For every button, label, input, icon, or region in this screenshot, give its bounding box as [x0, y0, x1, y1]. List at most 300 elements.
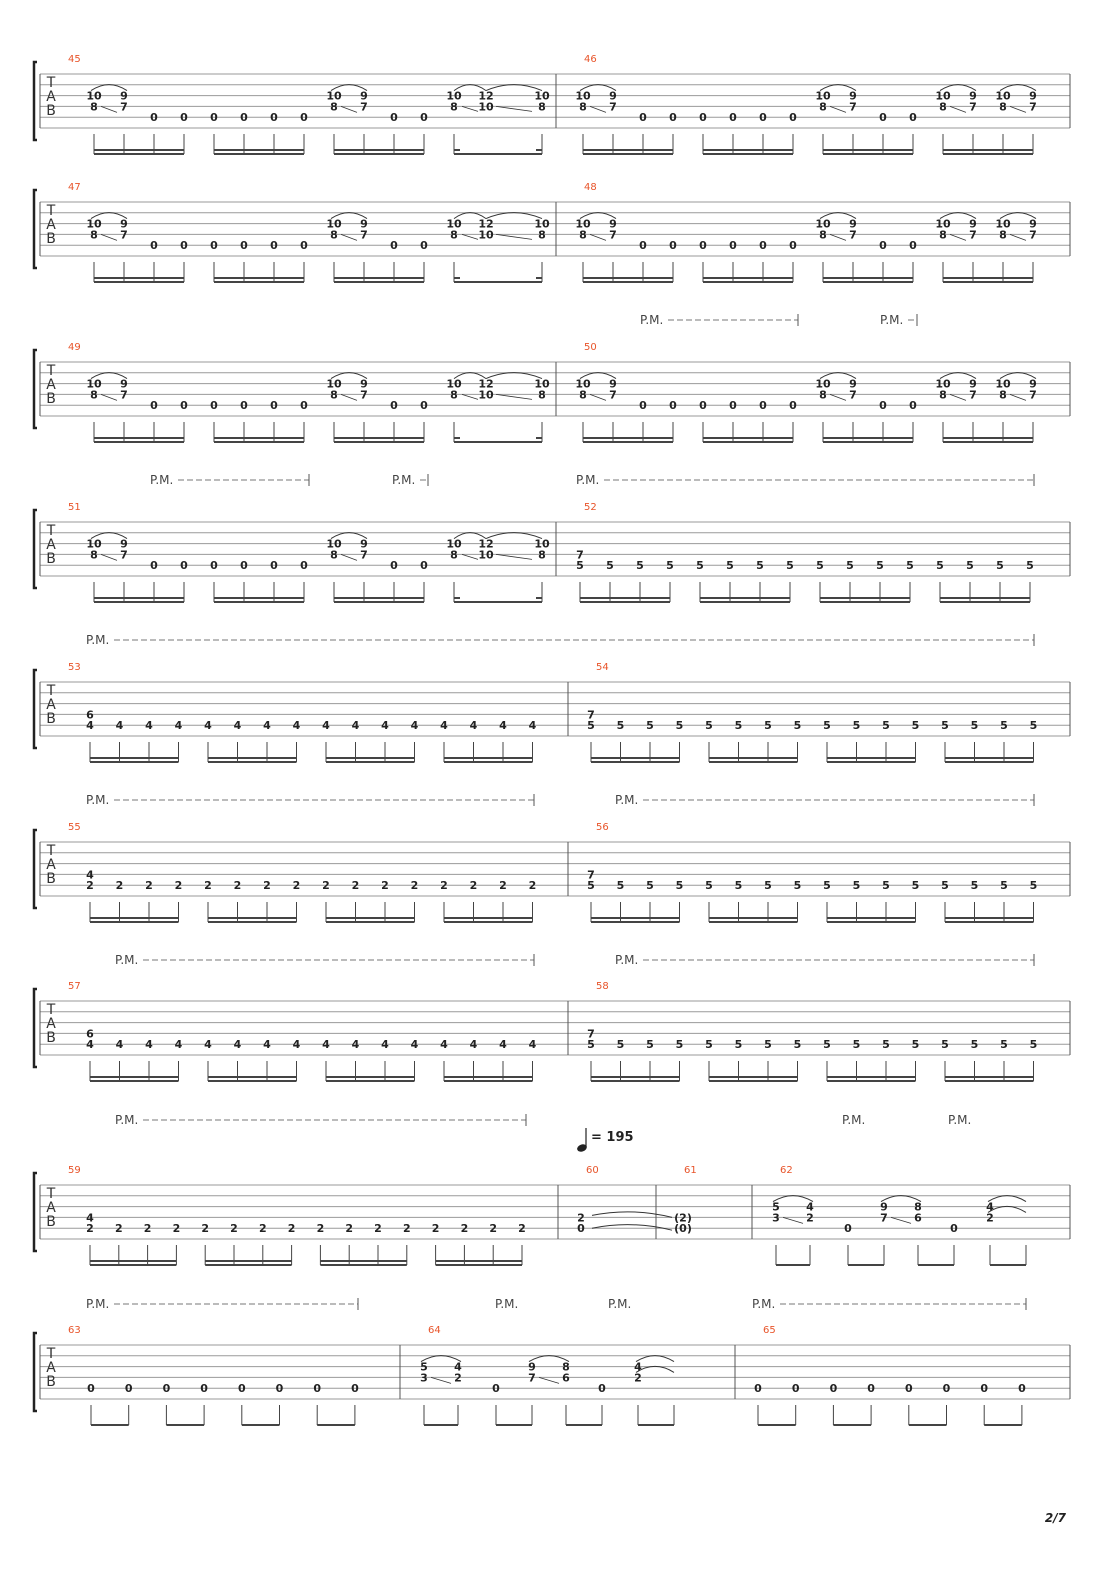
fret-number: 4	[986, 1200, 994, 1214]
bar-number: 46	[584, 54, 597, 65]
fret-number: 8	[450, 388, 458, 402]
system-bracket	[34, 989, 37, 1067]
fret-number: 10	[534, 377, 550, 391]
slide-line	[590, 394, 606, 400]
system-bracket	[34, 1173, 37, 1251]
fret-number: 0	[300, 399, 308, 413]
bar-number: 51	[68, 502, 81, 513]
tab-clef-letter: A	[46, 697, 56, 713]
slide-line	[101, 554, 117, 560]
fret-number: (2)	[674, 1211, 692, 1225]
fret-number: 7	[969, 388, 977, 402]
slide-line	[431, 1377, 451, 1383]
fret-number: 5	[852, 879, 861, 893]
fret-number: 9	[120, 537, 128, 551]
slide-line	[496, 106, 532, 111]
fret-number: 2	[86, 1222, 94, 1236]
bar-number: 63	[68, 1325, 81, 1336]
fret-number: 6	[562, 1371, 570, 1385]
fret-number: 10	[534, 537, 550, 551]
fret-number: 2	[402, 1222, 411, 1236]
fret-number: 9	[1029, 217, 1037, 231]
fret-number: 9	[120, 89, 128, 103]
fret-number: 0	[829, 1382, 838, 1396]
slide-line	[1010, 394, 1026, 400]
fret-number: 10	[815, 377, 831, 391]
fret-number: 0	[669, 111, 677, 125]
fret-number: 5	[911, 1038, 920, 1052]
fret-number: 10	[446, 217, 462, 231]
fret-number: 9	[849, 217, 857, 231]
fret-number: 0	[124, 1382, 133, 1396]
fret-number: 4	[454, 1360, 462, 1374]
fret-number: 8	[819, 100, 827, 114]
fret-number: 4	[351, 1038, 360, 1052]
fret-number: 5	[734, 1038, 743, 1052]
fret-number: 4	[86, 1211, 94, 1225]
fret-number: 4	[499, 1038, 507, 1052]
fret-number: 5	[705, 1038, 713, 1052]
fret-number: 8	[538, 388, 546, 402]
fret-number: 2	[258, 1222, 267, 1236]
fret-number: 10	[575, 89, 591, 103]
fret-number: 2	[292, 879, 301, 893]
palm-mute-label: P.M.	[86, 793, 110, 807]
fret-number: 5	[911, 719, 920, 733]
palm-mute-label: P.M.	[86, 1297, 110, 1311]
fret-number: 4	[381, 719, 389, 733]
fret-number: 0	[879, 399, 887, 413]
palm-mute-label: P.M.	[115, 953, 139, 967]
fret-number: 7	[587, 868, 595, 882]
palm-mute-label: P.M.	[615, 793, 639, 807]
palm-mute-label: P.M.	[615, 953, 639, 967]
fret-number: 0	[180, 399, 188, 413]
fret-number: 9	[969, 89, 977, 103]
fret-number: 2	[410, 879, 419, 893]
tempo-marking: = 195	[591, 1130, 634, 1145]
fret-number: 2	[381, 879, 389, 893]
tab-clef-letter: A	[46, 1360, 56, 1376]
fret-number: 5	[576, 559, 584, 573]
bar-number: 55	[68, 822, 81, 833]
fret-number: 8	[330, 548, 338, 562]
fret-number: 4	[115, 719, 124, 733]
fret-number: 8	[538, 228, 546, 242]
fret-number: 9	[609, 217, 617, 231]
fret-number: 7	[1029, 388, 1037, 402]
fret-number: 8	[538, 548, 546, 562]
fret-number: 2	[577, 1211, 585, 1225]
fret-number: 2	[440, 879, 448, 893]
fret-number: 8	[330, 388, 338, 402]
fret-number: 0	[942, 1382, 951, 1396]
fret-number: 5	[420, 1360, 428, 1374]
fret-number: 4	[634, 1360, 642, 1374]
fret-number: 5	[734, 879, 743, 893]
fret-number: 9	[849, 89, 857, 103]
fret-number: 8	[939, 388, 947, 402]
fret-number: 0	[420, 399, 428, 413]
fret-number: 10	[815, 217, 831, 231]
fret-number: 7	[120, 548, 128, 562]
slide-line	[1010, 234, 1026, 240]
fret-number: 4	[469, 1038, 478, 1052]
fret-number: 7	[120, 100, 128, 114]
fret-number: 8	[90, 228, 98, 242]
palm-mute-label: P.M.	[86, 633, 110, 647]
fret-number: 0	[759, 399, 767, 413]
slide-line	[462, 394, 478, 399]
fret-number: 7	[120, 228, 128, 242]
fret-number: 2	[351, 879, 360, 893]
fret-number: 4	[233, 1038, 242, 1052]
fret-number: 0	[980, 1382, 989, 1396]
fret-number: 5	[705, 719, 713, 733]
bar-number: 54	[596, 662, 609, 673]
fret-number: 4	[381, 1038, 389, 1052]
fret-number: 4	[806, 1200, 814, 1214]
fret-number: 5	[1029, 1038, 1038, 1052]
fret-number: 4	[440, 719, 448, 733]
fret-number: 2	[806, 1211, 814, 1225]
fret-number: 4	[204, 719, 212, 733]
fret-number: 0	[210, 239, 218, 253]
fret-number: 5	[911, 879, 920, 893]
fret-number: 6	[86, 1027, 94, 1041]
fret-number: 0	[909, 111, 917, 125]
fret-number: 4	[233, 719, 242, 733]
tab-clef-letter: A	[46, 89, 56, 105]
slide-line	[830, 234, 846, 240]
palm-mute-label: P.M.	[495, 1297, 519, 1311]
fret-number: 5	[675, 719, 684, 733]
fret-number: 2	[528, 879, 537, 893]
fret-number: 4	[145, 719, 153, 733]
fret-number: 8	[999, 100, 1007, 114]
fret-number: 7	[587, 1027, 595, 1041]
fret-number: 9	[609, 89, 617, 103]
fret-number: 8	[939, 228, 947, 242]
fret-number: 5	[876, 559, 884, 573]
fret-number: 2	[86, 879, 94, 893]
bar-number: 65	[763, 1325, 776, 1336]
fret-number: 5	[941, 719, 949, 733]
tab-clef-letter: T	[46, 75, 56, 91]
fret-number: 7	[120, 388, 128, 402]
fret-number: 0	[313, 1382, 322, 1396]
fret-number: 0	[909, 239, 917, 253]
fret-number: 0	[351, 1382, 359, 1396]
fret-number: 5	[941, 1038, 949, 1052]
fret-number: 5	[1000, 1038, 1008, 1052]
slide-line	[496, 234, 532, 239]
fret-number: 10	[815, 89, 831, 103]
fret-number: 6	[86, 708, 94, 722]
fret-number: 7	[880, 1211, 888, 1225]
fret-number: 0	[729, 111, 737, 125]
fret-number: 7	[969, 100, 977, 114]
fret-number: 0	[699, 399, 707, 413]
slide-line	[950, 234, 966, 240]
fret-number: 0	[300, 239, 308, 253]
fret-number: 8	[819, 388, 827, 402]
fret-number: 7	[360, 388, 368, 402]
fret-number: 0	[180, 239, 188, 253]
fret-number: 5	[882, 1038, 890, 1052]
fret-number: 8	[579, 228, 587, 242]
fret-number: 5	[823, 1038, 831, 1052]
palm-mute-label: P.M.	[608, 1297, 632, 1311]
fret-number: 9	[609, 377, 617, 391]
bar-number: 61	[684, 1165, 697, 1176]
fret-number: 2	[454, 1371, 462, 1385]
fret-number: 2	[174, 879, 183, 893]
fret-number: 8	[819, 228, 827, 242]
fret-number: 5	[696, 559, 704, 573]
fret-number: 5	[666, 559, 674, 573]
slide-line	[539, 1377, 559, 1383]
fret-number: 9	[969, 377, 977, 391]
fret-number: 0	[162, 1382, 171, 1396]
tie-arc	[592, 1225, 672, 1231]
fret-number: 5	[726, 559, 734, 573]
fret-number: 7	[587, 708, 595, 722]
fret-number: 4	[410, 1038, 419, 1052]
fret-number: 10	[995, 89, 1011, 103]
fret-number: 2	[322, 879, 330, 893]
fret-number: 8	[579, 388, 587, 402]
fret-number: 7	[360, 548, 368, 562]
slide-line	[101, 394, 117, 400]
fret-number: 10	[575, 377, 591, 391]
fret-number: 4	[145, 1038, 153, 1052]
fret-number: 10	[326, 217, 342, 231]
fret-number: 8	[579, 100, 587, 114]
slide-line	[341, 106, 357, 112]
slide-line	[341, 394, 357, 400]
fret-number: 7	[576, 548, 584, 562]
fret-number: 0	[270, 111, 278, 125]
bar-number: 60	[586, 1165, 599, 1176]
fret-number: 0	[275, 1382, 284, 1396]
fret-number: 9	[849, 377, 857, 391]
fret-number: 5	[616, 879, 625, 893]
fret-number: 7	[360, 228, 368, 242]
fret-number: 5	[1000, 719, 1008, 733]
fret-number: 0	[669, 239, 677, 253]
fret-number: 10	[326, 377, 342, 391]
slide-line	[341, 234, 357, 240]
fret-number: 0	[200, 1382, 208, 1396]
fret-number: 0	[237, 1382, 246, 1396]
fret-number: 0	[1018, 1382, 1026, 1396]
fret-number: 10	[478, 548, 494, 562]
fret-number: 0	[210, 399, 218, 413]
tab-clef-letter: A	[46, 537, 56, 553]
fret-number: 0	[759, 111, 767, 125]
fret-number: 2	[143, 1222, 152, 1236]
fret-number: 4	[440, 1038, 448, 1052]
fret-number: 7	[849, 388, 857, 402]
palm-mute-label: P.M.	[640, 313, 664, 327]
fret-number: 8	[999, 228, 1007, 242]
fret-number: 5	[970, 1038, 979, 1052]
fret-number: 5	[705, 879, 713, 893]
tab-clef-letter: T	[46, 1186, 56, 1202]
fret-number: 0	[420, 559, 428, 573]
tab-clef-letter: B	[46, 1214, 56, 1230]
fret-number: 2	[345, 1222, 354, 1236]
fret-number: 4	[86, 1038, 94, 1052]
fret-number: 5	[882, 719, 890, 733]
bar-number: 45	[68, 54, 81, 65]
fret-number: 0	[150, 111, 158, 125]
fret-number: 9	[360, 89, 368, 103]
bar-number: 62	[780, 1165, 793, 1176]
fret-number: 0	[180, 559, 188, 573]
fret-number: 10	[326, 89, 342, 103]
fret-number: 0	[789, 399, 797, 413]
fret-number: 0	[759, 239, 767, 253]
fret-number: 0	[420, 239, 428, 253]
fret-number: 0	[300, 111, 308, 125]
fret-number: 5	[764, 1038, 772, 1052]
slide-line	[496, 554, 532, 559]
fret-number: 8	[999, 388, 1007, 402]
fret-number: 12	[478, 89, 494, 103]
fret-number: 5	[587, 879, 595, 893]
fret-number: 5	[756, 559, 764, 573]
fret-number: 0	[240, 399, 248, 413]
fret-number: 10	[478, 100, 494, 114]
fret-number: 0	[270, 559, 278, 573]
palm-mute-label: P.M.	[115, 1113, 139, 1127]
slide-line	[101, 106, 117, 112]
tab-clef-letter: T	[46, 683, 56, 699]
fret-number: 10	[326, 537, 342, 551]
fret-number: 5	[675, 879, 684, 893]
fret-number: 5	[646, 719, 654, 733]
fret-number: 9	[120, 217, 128, 231]
system-bracket	[34, 830, 37, 908]
fret-number: 12	[478, 217, 494, 231]
fret-number: 10	[575, 217, 591, 231]
fret-number: 8	[330, 228, 338, 242]
slide-line	[830, 394, 846, 400]
fret-number: 2	[499, 879, 507, 893]
fret-number: 4	[204, 1038, 212, 1052]
fret-number: 0	[240, 239, 248, 253]
fret-number: 7	[609, 228, 617, 242]
fret-number: 4	[174, 719, 183, 733]
fret-number: 2	[986, 1211, 994, 1225]
fret-number: 2	[374, 1222, 382, 1236]
fret-number: 7	[528, 1371, 536, 1385]
fret-number: 10	[935, 217, 951, 231]
fret-number: 5	[846, 559, 854, 573]
fret-number: 5	[793, 879, 802, 893]
palm-mute-label: P.M.	[392, 473, 416, 487]
bar-number: 59	[68, 1165, 81, 1176]
fret-number: 8	[939, 100, 947, 114]
tab-clef-letter: A	[46, 377, 56, 393]
palm-mute-label: P.M.	[948, 1113, 972, 1127]
fret-number: 9	[969, 217, 977, 231]
fret-number: 5	[734, 719, 743, 733]
tab-clef-letter: B	[46, 103, 56, 119]
fret-number: 10	[446, 377, 462, 391]
fret-number: 10	[478, 228, 494, 242]
fret-number: 0	[150, 559, 158, 573]
fret-number: 5	[646, 879, 654, 893]
bar-number: 58	[596, 981, 609, 992]
fret-number: 2	[316, 1222, 325, 1236]
tab-clef-letter: A	[46, 1200, 56, 1216]
slide-line	[590, 106, 606, 112]
fret-number: 9	[1029, 89, 1037, 103]
fret-number: 7	[969, 228, 977, 242]
fret-number: 10	[534, 89, 550, 103]
fret-number: 7	[609, 100, 617, 114]
fret-number: 7	[1029, 100, 1037, 114]
bar-number: 50	[584, 342, 597, 353]
fret-number: 9	[1029, 377, 1037, 391]
fret-number: 10	[935, 377, 951, 391]
fret-number: 0	[699, 111, 707, 125]
fret-number: 10	[478, 388, 494, 402]
fret-number: 5	[772, 1200, 780, 1214]
fret-number: 9	[528, 1360, 536, 1374]
fret-number: 5	[852, 719, 861, 733]
fret-number: 4	[115, 1038, 124, 1052]
fret-number: 2	[469, 879, 478, 893]
fret-number: 0	[390, 559, 398, 573]
fret-number: 0	[789, 111, 797, 125]
slide-line	[341, 554, 357, 560]
fret-number: 4	[410, 719, 419, 733]
fret-number: 2	[634, 1371, 642, 1385]
bar-number: 56	[596, 822, 609, 833]
fret-number: 3	[420, 1371, 428, 1385]
fret-number: 10	[86, 217, 102, 231]
system-bracket	[34, 510, 37, 588]
fret-number: 8	[450, 228, 458, 242]
bar-number: 49	[68, 342, 81, 353]
fret-number: 5	[970, 719, 979, 733]
fret-number: 0	[390, 399, 398, 413]
fret-number: 5	[616, 1038, 625, 1052]
slide-line	[590, 234, 606, 240]
tab-clef-letter: B	[46, 711, 56, 727]
fret-number: (0)	[674, 1222, 692, 1236]
fret-number: 10	[86, 377, 102, 391]
fret-number: 5	[793, 1038, 802, 1052]
slide-line	[830, 106, 846, 112]
system-bracket	[34, 350, 37, 428]
slide-line	[950, 394, 966, 400]
fret-number: 0	[754, 1382, 762, 1396]
fret-number: 0	[492, 1382, 500, 1396]
tab-clef-letter: T	[46, 1346, 56, 1362]
fret-number: 5	[906, 559, 914, 573]
fret-number: 0	[699, 239, 707, 253]
fret-number: 9	[880, 1200, 888, 1214]
fret-number: 5	[941, 879, 949, 893]
fret-number: 5	[936, 559, 944, 573]
fret-number: 4	[263, 719, 271, 733]
tab-clef-letter: T	[46, 523, 56, 539]
